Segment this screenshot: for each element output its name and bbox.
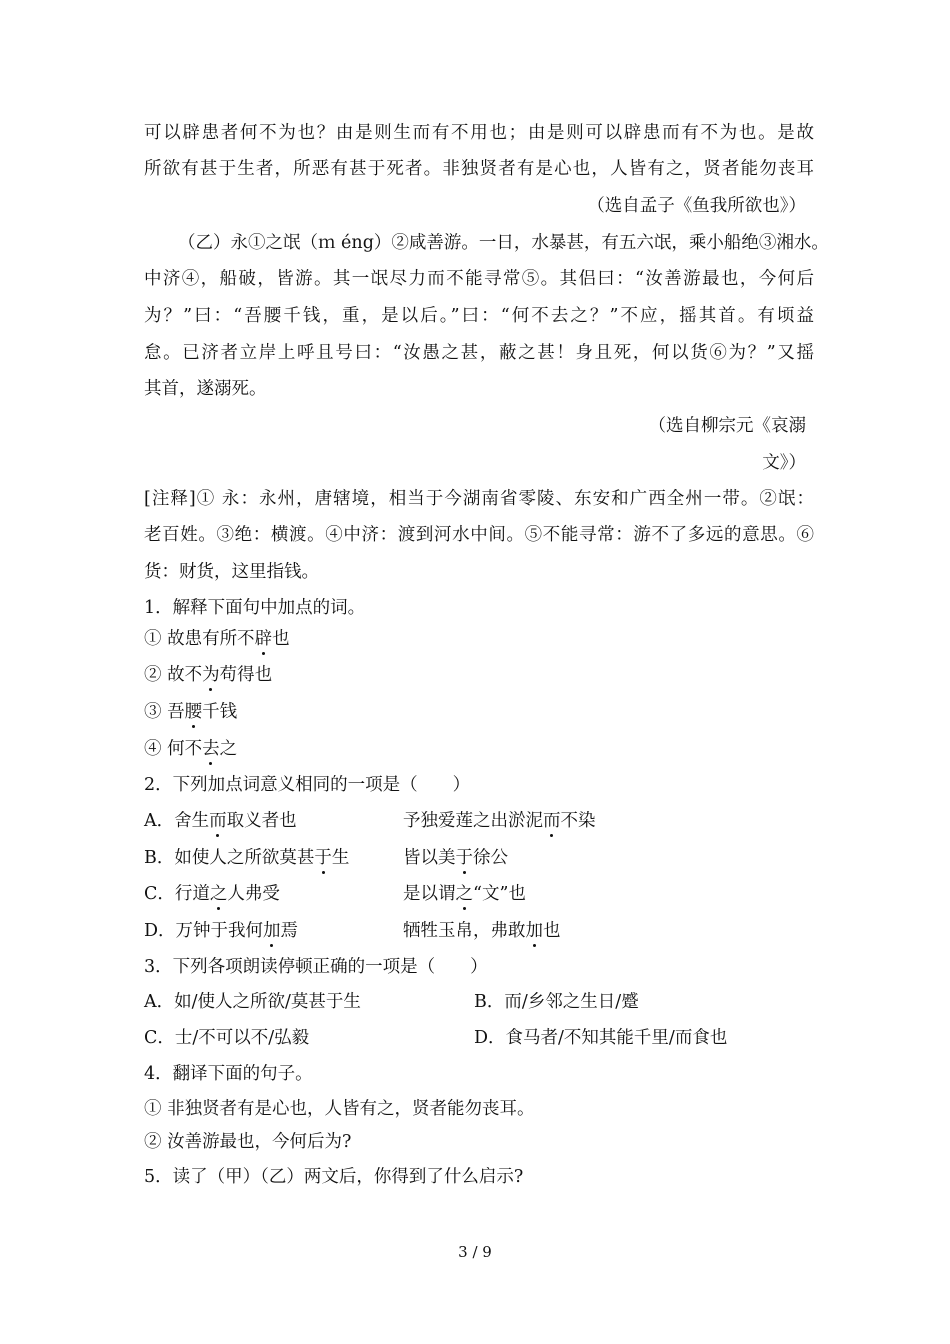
q2-option-a-right-post: 不染: [560, 811, 596, 831]
q2-option-c-left-dotted-word: 之: [209, 884, 228, 904]
q2-option-b-right-pre: 皆以美: [403, 848, 456, 868]
passage-yi-line-2: 中济④，船破，皆游。其一氓尽力而不能寻常⑤。其侣曰：“汝善游最也，今何后: [144, 269, 814, 289]
q1-item-4-num: ④: [144, 739, 162, 759]
q2-option-d-right: [403, 919, 561, 943]
q1-item-1-dotted-word: 辟: [254, 629, 273, 649]
q1-item-4-dotted-word: 去: [202, 739, 220, 759]
passage-yi-line-5: 其首，遂溺死。: [144, 379, 267, 399]
q3-option-d: D．食马者/不知其能千里/而食也: [474, 1028, 728, 1048]
q3-stem: 3．下列各项朗读停顿正确的一项是（ ）: [144, 957, 488, 977]
q1-item-1-pre: 故患有所不: [161, 629, 255, 649]
q2-option-d: [144, 919, 814, 943]
passage-jia-line-2: 所欲有甚于生者，所恶有甚于死者。非独贤者有是心也，人皆有之，贤者能勿丧耳: [144, 159, 814, 179]
q2-option-b-left-dotted-word: 于: [314, 848, 332, 868]
q1-item-2-num: ②: [144, 665, 162, 685]
q2-option-c-left-pre: C．行道: [144, 884, 210, 904]
passage-yi-line-4: 怠。已济者立岸上呼且号曰：“汝愚之甚，蔽之甚！身且死，何以货⑥为？”又摇: [144, 343, 814, 363]
passage-yi-source-1: （选自柳宗元《哀溺: [648, 416, 806, 436]
q2-option-b-left-pre: B．如使人之所欲莫甚: [144, 848, 315, 868]
q2-option-b-right: [403, 846, 508, 870]
q2-option-d-left-post: 焉: [280, 921, 299, 941]
passage-yi-line-3: 为？”曰：“吾腰千钱，重，是以后。”曰：“何不去之？”不应，摇其首。有顷益: [144, 306, 814, 326]
q2-option-d-right-pre: 牺牲玉帛，弗敢: [403, 921, 526, 941]
q2-option-c-right-post: “文”也: [473, 884, 526, 904]
q2-option-a-right: [403, 809, 596, 833]
q4-stem: 4．翻译下面的句子。: [144, 1064, 313, 1084]
q5-stem: 5．读了（甲）（乙）两文后，你得到了什么启示?: [144, 1167, 524, 1187]
q1-item-2: [144, 663, 814, 687]
q1-item-2-pre: 故不: [161, 665, 203, 685]
notes-line-2: 老百姓。③绝：横渡。④中济：渡到河水中间。⑤不能寻常：游不了多远的意思。⑥: [144, 525, 814, 545]
q2-option-d-left-dotted-word: 加: [263, 921, 281, 941]
q3-option-c: C．士/不可以不/弘毅: [144, 1028, 310, 1048]
q1-item-4: [144, 737, 814, 761]
q1-item-2-post: 苟得也: [219, 665, 273, 685]
q1-item-1: [144, 627, 814, 651]
q2-option-c: [144, 882, 814, 906]
q2-option-c-right-pre: 是以谓: [403, 884, 456, 904]
q1-item-1-num: ①: [144, 629, 162, 649]
q1-item-3-dotted-word: 腰: [184, 702, 203, 722]
q2-option-a-left-post: 取义者也: [226, 811, 297, 831]
q2-stem: 2．下列加点词意义相同的一项是（ ）: [144, 775, 471, 795]
q2-option-b-right-dotted-word: 于: [455, 848, 473, 868]
q2-option-c-right: [403, 882, 526, 906]
q2-option-d-left-pre: D．万钟于我何: [144, 921, 264, 941]
q2-option-a-left-pre: A．舍生: [144, 811, 210, 831]
passage-jia-source: （选自孟子《鱼我所欲也》）: [587, 196, 806, 216]
notes-line-3: 货：财货，这里指钱。: [144, 562, 319, 582]
q1-item-3-pre: 吾: [161, 702, 185, 722]
q2-option-a: [144, 809, 814, 833]
q2-option-c-left-post: 人弗受: [227, 884, 280, 904]
q1-item-3: [144, 700, 814, 724]
q3-option-b: B．而/乡邻之生日/蹙: [474, 992, 639, 1012]
q3-options-row-1: [144, 990, 814, 1014]
q1-item-4-post: 之: [219, 739, 238, 759]
passage-yi-line-1: （乙）永①之氓（ｍ éng）②咸善游。一日，水暴甚，有五六氓，乘小船绝③湘水。: [178, 233, 829, 253]
q2-option-b-right-post: 徐公: [473, 848, 508, 868]
q2-option-a-right-dotted-word: 而: [543, 811, 561, 831]
q2-option-b: [144, 846, 814, 870]
passage-jia-line-1: 可以辟患者何不为也？由是则生而有不用也；由是则可以辟患而有不为也。是故: [144, 123, 814, 143]
q2-option-a-right-pre: 予独爱莲之出淤泥: [403, 811, 543, 831]
q2-option-a-left-dotted-word: 而: [209, 811, 227, 831]
q4-item-2: ② 汝善游最也，今何后为?: [144, 1132, 352, 1152]
q2-option-c-right-dotted-word: 之: [455, 884, 473, 904]
notes-line-1: [注释]① 永：永州，唐辖境，相当于今湖南省零陵、东安和广西全州一带。②氓：: [144, 489, 814, 509]
q1-item-3-num: ③: [144, 702, 162, 722]
q1-item-3-post: 千钱: [202, 702, 238, 722]
q3-options-row-2: [144, 1026, 814, 1050]
page-number: 3 / 9: [458, 1243, 492, 1261]
q1-item-4-pre: 何不: [161, 739, 203, 759]
passage-yi-source-2: 文》）: [762, 453, 806, 473]
q2-option-d-right-dotted-word: 加: [525, 921, 543, 941]
q3-option-a: A．如/使人之所欲/莫甚于生: [144, 992, 361, 1012]
q2-option-b-left-post: 生: [331, 848, 350, 868]
q1-stem: 1．解释下面句中加点的词。: [144, 598, 366, 618]
q1-item-2-dotted-word: 为: [202, 665, 220, 685]
q2-option-d-right-post: 也: [543, 921, 561, 941]
q1-item-1-post: 也: [272, 629, 290, 649]
q4-item-1: ① 非独贤者有是心也，人皆有之，贤者能勿丧耳。: [144, 1099, 535, 1119]
